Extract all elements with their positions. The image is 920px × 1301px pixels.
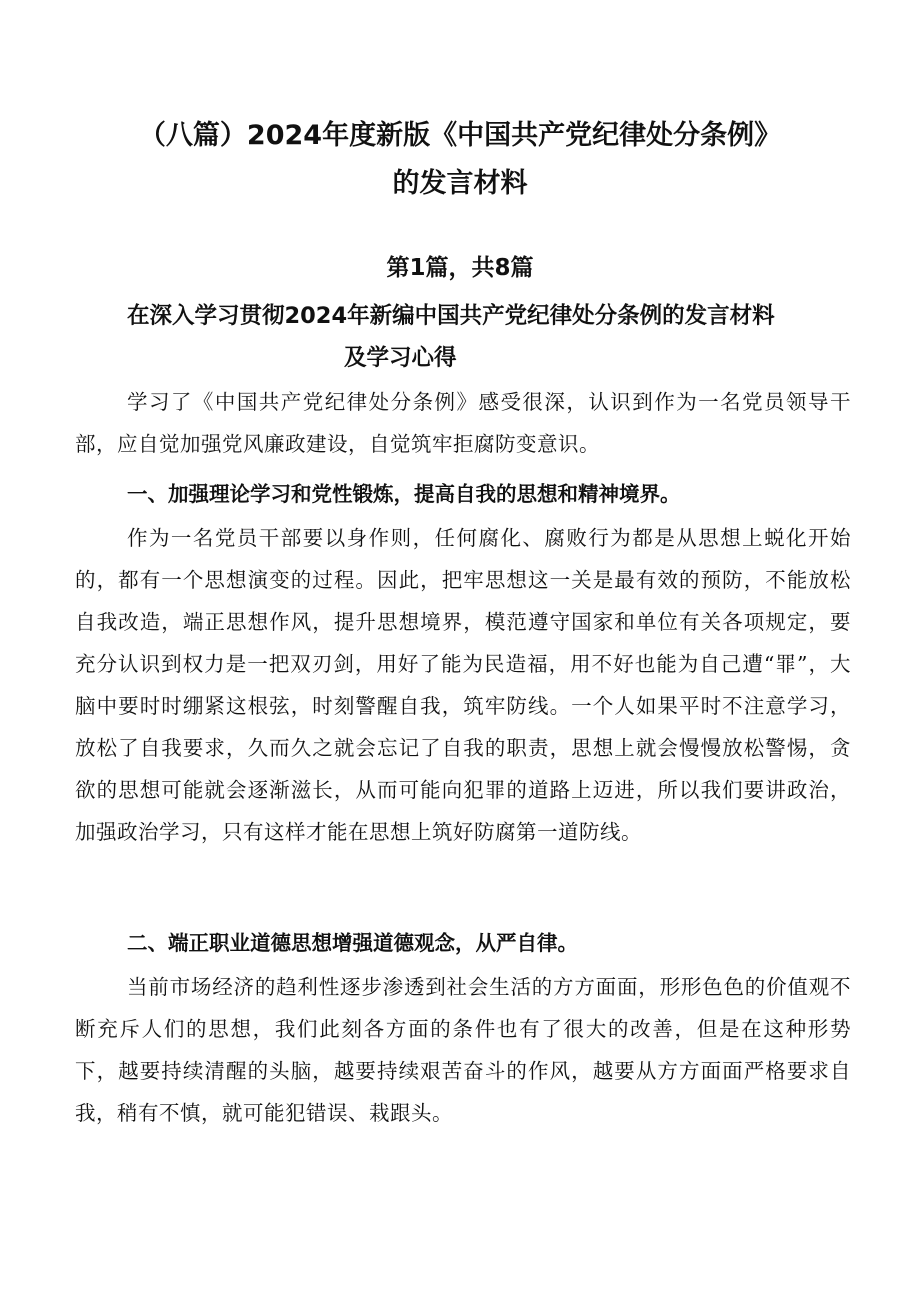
section-body-2: 当前市场经济的趋利性逐步渗透到社会生活的方方面面，形形色色的价值观不断充斥人们的思想，我们此刻各方面的条件也有了很大的改善，但是在这种形势下，越要持续清醒的头脑，越要持续艰苦奋斗的作风，越要从方方面面严格要求自我，稍有不慎，就可能犯错误、栽跟头。 <box>75 975 851 1125</box>
document-title-line1: （八篇）2024年度新版《中国共产党纪律处分条例》 <box>138 120 782 151</box>
intro-paragraph: 学习了《中国共产党纪律处分条例》感受很深，认识到作为一名党员领导干部，应自觉加强党风廉政建设，自觉筑牢拒腐防变意识。 <box>75 390 851 456</box>
section-heading-1: 一、加强理论学习和党性锻炼，提高自我的思想和精神境界。 <box>127 482 681 506</box>
section-body-1: 作为一名党员干部要以身作则，任何腐化、腐败行为都是从思想上蜕化开始的，都有一个思想演变的过程。因此，把牢思想这一关是最有效的预防，不能放松自我改造，端正思想作风，提升思想境界，模范遵守国家和单位有关各项规定，要充分认识到权力是一把双刃剑，用好了能为民造福，用不好也能为自己遭“罪”，大脑中要时时绷紧这根弦，时刻警醒自我，筑牢防线。一个人如果平时不注意学习，放松了自我要求，久而久之就会忘记了自我的职责，思想上就会慢慢放松警惕，贪欲的思想可能就会逐渐滋长，从而可能向犯罪的道路上迈进，所以我们要讲政治，加强政治学习，只有这样才能在思想上筑好防腐第一道防线。 <box>75 526 851 844</box>
part-label: 第1篇，共8篇 <box>386 255 534 281</box>
article-title-line1: 在深入学习贯彻2024年新编中国共产党纪律处分条例的发言材料 <box>127 303 775 329</box>
document-title-line2: 的发言材料 <box>392 168 528 199</box>
article-title-line2: 及学习心得 <box>344 345 457 371</box>
section-heading-2: 二、端正职业道德思想增强道德观念，从严自律。 <box>127 931 578 955</box>
